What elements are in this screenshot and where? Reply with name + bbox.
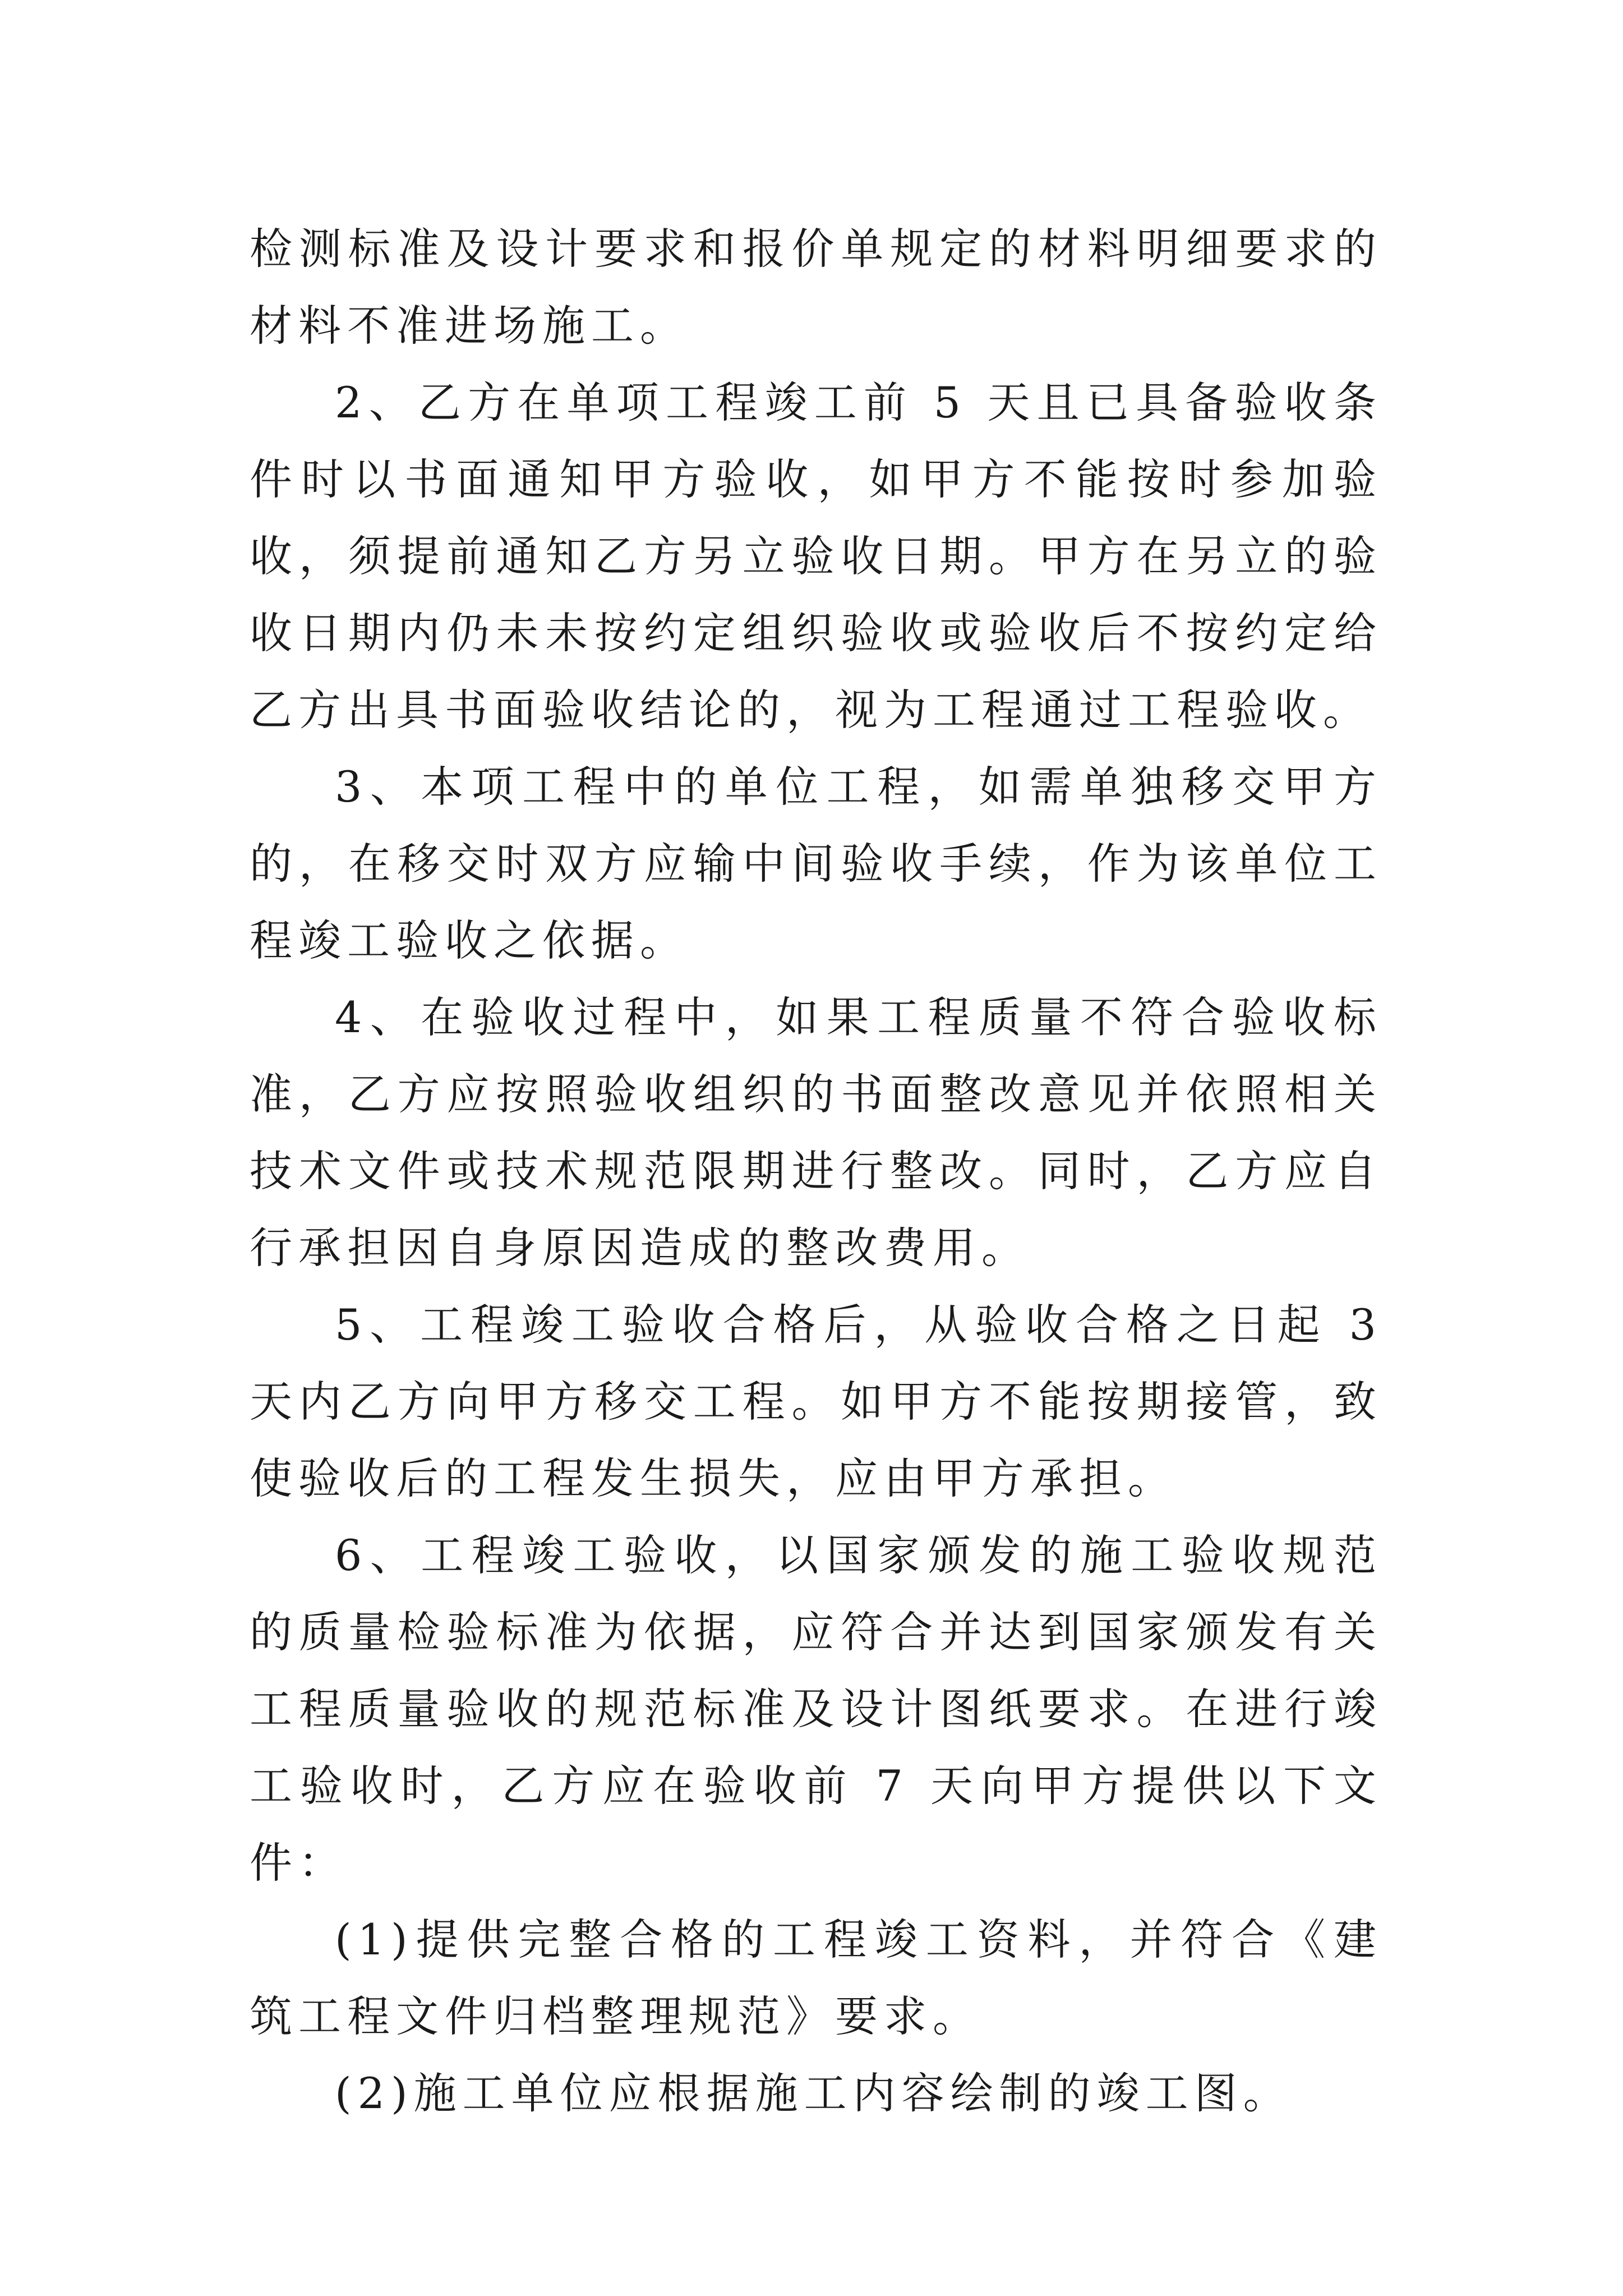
- paragraph-clause-3: 3、本项工程中的单位工程，如需单独移交甲方的，在移交时双方应输中间验收手续，作为该单位工程竣工验收之依据。: [250, 762, 1382, 965]
- paragraph-continuation: 检测标准及设计要求和报价单规定的材料明细要求的材料不准进场施工。: [250, 224, 1382, 351]
- paragraph-clause-5: 5、工程竣工验收合格后，从验收合格之日起 3 天内乙方向甲方移交工程。如甲方不能按期接管，致使验收后的工程发生损失，应由甲方承担。: [250, 1300, 1382, 1503]
- document-body: [250, 210, 1382, 2132]
- paragraph-clause-4: 4、在验收过程中，如果工程质量不符合验收标准，乙方应按照验收组织的书面整改意见并依照相关技术文件或技术规范限期进行整改。同时，乙方应自行承担因自身原因造成的整改费用。: [250, 992, 1382, 1273]
- paragraph-clause-6: 6、工程竣工验收，以国家颁发的施工验收规范的质量检验标准为依据，应符合并达到国家颁发有关工程质量验收的规范标准及设计图纸要求。在进行竣工验收时，乙方应在验收前 7 天向甲方提供以下文件：: [250, 1530, 1382, 1888]
- paragraph-item-2: (2)施工单位应根据施工内容绘制的竣工图。: [335, 2068, 1292, 2118]
- paragraph-clause-2: 2、乙方在单项工程竣工前 5 天且已具备验收条件时以书面通知甲方验收，如甲方不能按时参加验收，须提前通知乙方另立验收日期。甲方在另立的验收日期内仍未未按约定组织验收或验收后不按约定给乙方出具书面验收结论的，视为工程通过工程验收。: [250, 378, 1382, 735]
- paragraph-item-1: (1)提供完整合格的工程竣工资料，并符合《建筑工程文件归档整理规范》要求。: [250, 1915, 1382, 2041]
